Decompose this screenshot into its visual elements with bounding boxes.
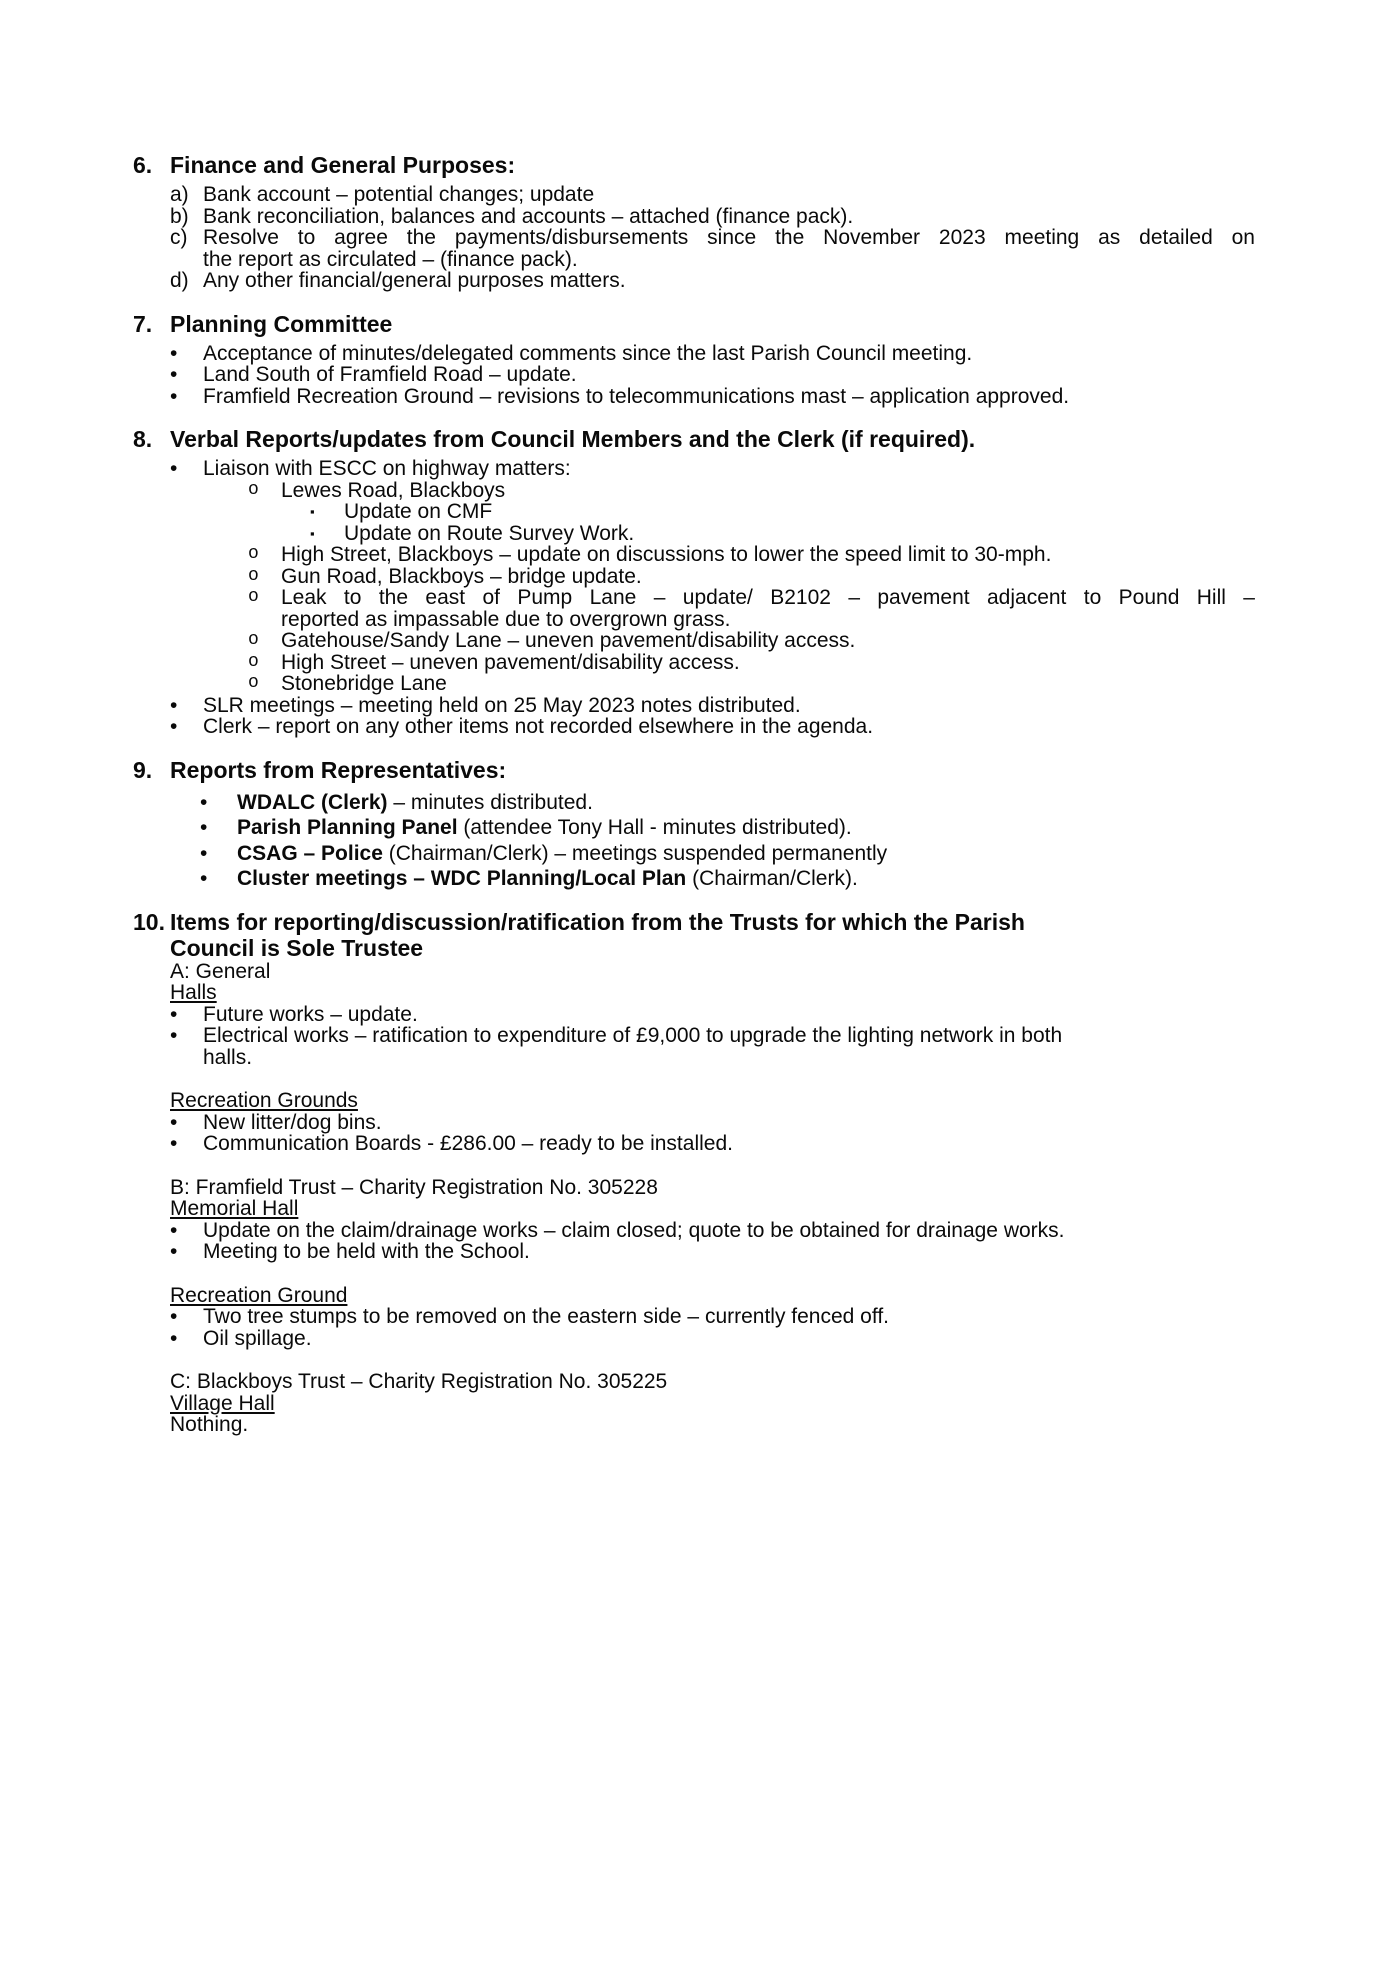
list-item-text: Bank account – potential changes; update <box>203 183 595 206</box>
paragraph <box>170 1177 1255 1199</box>
list-item-text: Update on the claim/drainage works – claim closed; quote to be obtained for drainage works. <box>203 1218 1065 1242</box>
section-8-heading <box>133 426 1255 452</box>
underlined-subheading <box>170 1090 1255 1112</box>
list-item <box>248 544 1255 566</box>
list-item-line: halls. <box>203 1045 253 1069</box>
list-item-text: Liaison with ESCC on highway matters: <box>203 457 571 480</box>
list-item-text <box>281 587 1255 630</box>
paragraph <box>170 1414 1255 1436</box>
list-item <box>200 817 1255 839</box>
bullet-icon: o <box>248 544 259 564</box>
list-item <box>170 1025 1255 1068</box>
bullet-icon: • <box>170 1305 178 1328</box>
list-marker: d) <box>170 269 189 292</box>
underlined-subheading <box>170 982 1255 1004</box>
section-number: 9. <box>133 756 153 783</box>
list-item <box>170 270 1255 292</box>
underlined-subheading <box>170 1285 1255 1307</box>
agenda-document <box>133 152 1255 1436</box>
section-number: 8. <box>133 426 153 452</box>
section-10-heading <box>133 909 1255 961</box>
list-item <box>170 227 1255 270</box>
section-6-heading <box>133 152 1255 178</box>
list-item <box>170 1328 1255 1350</box>
list-item-text: WDALC (Clerk) – minutes distributed. <box>237 790 593 814</box>
list-item <box>200 843 1255 865</box>
section-number: 7. <box>133 310 153 337</box>
list-item <box>248 566 1255 588</box>
list-item <box>248 673 1255 695</box>
section-7-heading <box>133 311 1255 337</box>
bullet-icon: o <box>248 479 259 500</box>
list-item-text: High Street – uneven pavement/disability access. <box>281 650 740 674</box>
list-item <box>248 630 1255 652</box>
bullet-icon: • <box>170 1002 178 1026</box>
paragraph-text: Village Hall <box>170 1391 275 1415</box>
list-item-line: Leak to the east of Pump Lane – update/ B2102 – pavement adjacent to Pound Hill – <box>281 586 1255 609</box>
list-item <box>248 480 1255 502</box>
list-item <box>170 1004 1255 1026</box>
bullet-icon: • <box>170 363 178 386</box>
list-item <box>170 1241 1255 1263</box>
list-item-text: SLR meetings – meeting held on 25 May 2023 notes distributed. <box>203 693 801 717</box>
list-item <box>170 458 1255 480</box>
section-7 <box>133 311 1255 408</box>
list-item-line: reported as impassable due to overgrown grass. <box>281 607 731 631</box>
paragraph <box>170 961 1255 983</box>
bullet-icon: • <box>170 693 178 717</box>
list-item-text: Communication Boards - £286.00 – ready to be installed. <box>203 1132 733 1155</box>
bullet-icon: • <box>170 1326 178 1350</box>
section-number: 10. <box>133 908 165 935</box>
section-number: 6. <box>133 152 153 178</box>
list-item <box>170 1112 1255 1134</box>
underlined-subheading <box>170 1198 1255 1220</box>
list-item-text: Clerk – report on any other items not recorded elsewhere in the agenda. <box>203 715 874 738</box>
section-title: Finance and General Purposes: <box>170 152 516 178</box>
list-item <box>248 587 1255 630</box>
paragraph-text: Halls <box>170 981 217 1004</box>
paragraph-text: Recreation Grounds <box>170 1089 358 1112</box>
section-10 <box>133 909 1255 1436</box>
bullet-icon: • <box>170 715 178 738</box>
section-title: Reports from Representatives: <box>170 756 507 783</box>
list-marker: b) <box>170 204 189 228</box>
list-item-line: the report as circulated – (finance pack). <box>203 247 578 271</box>
list-item-text: CSAG – Police (Chairman/Clerk) – meetings suspended permanently <box>237 841 888 865</box>
list-item <box>170 716 1255 738</box>
list-item-text <box>203 1004 1255 1026</box>
list-item <box>170 695 1255 717</box>
paragraph-text: C: Blackboys Trust – Charity Registration No. 305225 <box>170 1370 668 1393</box>
bullet-icon: o <box>248 673 259 693</box>
list-item-text: Cluster meetings – WDC Planning/Local Plan (Chairman/Clerk). <box>237 867 858 890</box>
list-item <box>170 364 1255 386</box>
paragraph-text: A: General <box>170 959 271 983</box>
list-marker: c) <box>170 226 188 249</box>
list-item-text: Stonebridge Lane <box>281 672 447 695</box>
bullet-icon: ▪ <box>310 504 315 519</box>
list-item-line: Electrical works – ratification to expenditure of £9,000 to upgrade the lighting network in both <box>203 1024 1063 1047</box>
list-item-text: Meeting to be held with the School. <box>203 1240 530 1263</box>
list-item-text: Two tree stumps to be removed on the eastern side – currently fenced off. <box>203 1305 889 1328</box>
list-item-text: Gatehouse/Sandy Lane – uneven pavement/disability access. <box>281 629 856 652</box>
bullet-icon: • <box>170 457 178 480</box>
list-item-line: Future works – update. <box>203 1002 418 1026</box>
blank-line <box>133 1068 1255 1090</box>
list-item <box>170 386 1255 408</box>
list-item-text: Gun Road, Blackboys – bridge update. <box>281 564 642 588</box>
list-item-text: New litter/dog bins. <box>203 1110 382 1134</box>
section-8 <box>133 426 1255 738</box>
list-item <box>310 523 1255 545</box>
bullet-icon: • <box>170 1132 178 1155</box>
bullet-icon: o <box>248 565 259 586</box>
list-item <box>170 1133 1255 1155</box>
list-item-text: Any other financial/general purposes matters. <box>203 269 626 292</box>
bullet-icon: • <box>200 816 208 839</box>
bold-lead-text: CSAG – Police <box>237 841 383 865</box>
bullet-icon: o <box>248 630 259 650</box>
list-item <box>170 184 1255 206</box>
bullet-icon: o <box>248 651 259 672</box>
list-item <box>200 868 1255 890</box>
list-marker: a) <box>170 183 189 206</box>
section-title-line: Council is Sole Trustee <box>170 934 424 961</box>
blank-line <box>133 1155 1255 1177</box>
list-item-text: Oil spillage. <box>203 1326 312 1350</box>
list-item-text: Lewes Road, Blackboys <box>281 478 506 502</box>
list-item-line: Resolve to agree the payments/disbursements since the November 2023 meeting as detailed on <box>203 226 1255 249</box>
bullet-icon: • <box>170 384 178 408</box>
list-item-text: Parish Planning Panel (attendee Tony Hall - minutes distributed). <box>237 816 852 839</box>
list-item-text: Update on Route Survey Work. <box>344 521 635 545</box>
section-title <box>170 909 1255 961</box>
list-item-text: Bank reconciliation, balances and accounts – attached (finance pack). <box>203 204 854 228</box>
list-item <box>200 792 1255 814</box>
bullet-icon: • <box>200 790 208 814</box>
paragraph-text: Nothing. <box>170 1413 249 1436</box>
list-item-text <box>203 227 1255 270</box>
list-item-text: Framfield Recreation Ground – revisions to telecommunications mast – application approved. <box>203 384 1070 408</box>
paragraph <box>170 1371 1255 1393</box>
section-title: Planning Committee <box>170 310 393 337</box>
section-9 <box>133 757 1255 890</box>
list-item-text: Land South of Framfield Road – update. <box>203 363 577 386</box>
bullet-icon: • <box>170 1218 178 1242</box>
section-title-line: Items for reporting/discussion/ratification from the Trusts for which the Parish <box>170 908 1025 935</box>
list-item-text: High Street, Blackboys – update on discussions to lower the speed limit to 30-mph. <box>281 543 1052 566</box>
bold-lead-text: WDALC (Clerk) <box>237 790 388 814</box>
bullet-icon: • <box>170 1024 178 1047</box>
list-item-text: Update on CMF <box>344 500 493 523</box>
bullet-icon: • <box>170 1240 178 1263</box>
list-item <box>170 343 1255 365</box>
bullet-icon: • <box>170 341 178 365</box>
list-item-text <box>203 1025 1255 1068</box>
paragraph-text: Memorial Hall <box>170 1197 299 1220</box>
bullet-icon: ▪ <box>310 525 315 541</box>
section-6 <box>133 152 1255 292</box>
bold-lead-text: Parish Planning Panel <box>237 816 458 839</box>
list-item <box>170 1220 1255 1242</box>
list-item <box>248 652 1255 674</box>
blank-line <box>133 1349 1255 1371</box>
underlined-subheading <box>170 1393 1255 1415</box>
list-item <box>170 1306 1255 1328</box>
bold-lead-text: Cluster meetings – WDC Planning/Local Plan <box>237 867 687 890</box>
bullet-icon: o <box>248 587 259 607</box>
paragraph-text: Recreation Ground <box>170 1283 348 1307</box>
bullet-icon: • <box>200 841 208 865</box>
section-9-heading <box>133 757 1255 783</box>
list-item <box>310 501 1255 523</box>
list-item <box>170 206 1255 228</box>
bullet-icon: • <box>200 867 208 890</box>
section-title: Verbal Reports/updates from Council Members and the Clerk (if required). <box>170 426 976 452</box>
blank-line <box>133 1263 1255 1285</box>
list-item-text: Acceptance of minutes/delegated comments since the last Parish Council meeting. <box>203 341 973 365</box>
paragraph-text: B: Framfield Trust – Charity Registration No. 305228 <box>170 1175 658 1199</box>
bullet-icon: • <box>170 1110 178 1134</box>
